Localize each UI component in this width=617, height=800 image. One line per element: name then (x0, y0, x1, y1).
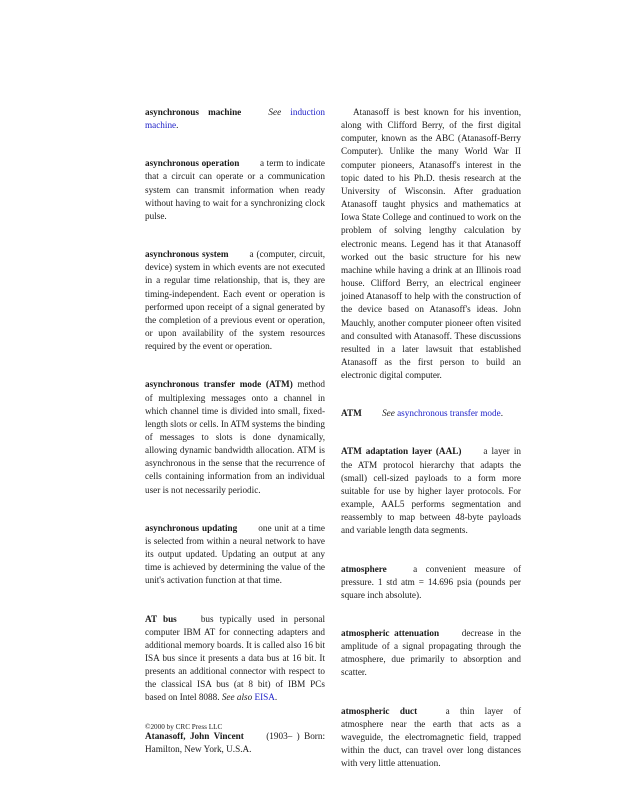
cross-reference-link[interactable]: induction machine (145, 107, 326, 131)
entry-asynchronous-machine: asynchronous machine See induction machine. (145, 107, 326, 131)
entry-term: asynchronous system (145, 249, 229, 260)
entry-definition: method of multiplexing messages onto a channel in which channel time is divided into small, fixed-length slots or cells. In ATM systems the binding of messages to slots is done dynamically, allowing dynamic bandwidth allocation. ATM is asynchronous in the sense that the recurrence of cells containing information from an individual user is not necessarily periodic. (145, 379, 326, 495)
right-column (341, 106, 521, 795)
copyright-footer: ©2000 by CRC Press LLC (145, 723, 223, 731)
entry-term: asynchronous updating (145, 522, 238, 533)
entry-definition: (1903– ) Born: Hamilton, New York, U.S.A. (145, 730, 325, 754)
entry-term: AT bus (145, 613, 177, 624)
entry-term: asynchronous machine (145, 107, 242, 117)
entry-term: asynchronous transfer mode (ATM) (145, 379, 293, 390)
entry-definition: a layer in the ATM protocol hierarchy that adapts the (small) cell-sized payloads to a form more suitable for use by higher layer protocols. For example, AAL5 performs segmentation and reassembly to map between 48-byte payloads and variable length data segments. (341, 446, 522, 536)
entry-asynchronous-updating (145, 522, 325, 588)
entry-definition: a term to indicate that a circuit can operate or a communication system can transmit information when ready without having to wait for a synchronizing clock pulse. (145, 158, 325, 221)
entry-at-bus: AT bus bus typically used in personal computer IBM AT for connecting adapters and additional memory boards. It is called also 16 bit ISA bus since it presents a data bus at 16 bit. It presents an additional connector with respect to the classical ISA bus (at 8 bit) of IBM PCs based on Intel 8088. See also EISA. (145, 613, 326, 703)
left-column (145, 106, 325, 781)
entry-asynchronous-system (145, 248, 325, 353)
entry-asynchronous-transfer-mode (145, 378, 325, 496)
entry-atm-adaptation-layer (341, 445, 521, 537)
atanasoff-biography (341, 106, 521, 382)
entry-atm: ATM See asynchronous transfer mode. (341, 408, 503, 419)
entry-term: Atanasoff, John Vincent (145, 730, 244, 741)
entry-term: atmosphere (341, 563, 387, 574)
see-label: See (382, 408, 395, 419)
see-label: See (268, 107, 282, 117)
entry-atanasoff (145, 730, 325, 756)
entry-term: ATM adaptation layer (AAL) (341, 446, 462, 457)
entry-definition: a (computer, circuit, device) system in which events are not executed in a regular time relationship, that is, they are timing-independent. Each event or operation is performed upon receipt of a signal generated by the completion of a previous event or operation, or upon availability of the system resources required by the event or operation. (145, 249, 325, 352)
entry-definition: one unit at a time is selected from within a neural network to have its output updated. Updating an output at any time is achieved by determining the value of the unit's activation function at that time. (145, 522, 325, 586)
cross-reference-link[interactable]: asynchronous transfer mode (397, 408, 501, 419)
biography-text: Atanasoff is best known for his invention, along with Clifford Berry, of the first digital computer, known as the ABC (Atanasoff-Berry Computer). Unlike the many World War II computer pioneers, Atanasoff's interest in the topic dated to his Ph.D. thesis research at the University of Wisconsin. After graduation Atanasoff taught physics and mathematics at Iowa State College and continued to work on the problem of solving lengthy calculation by electronic means. Legend has it that Atanasoff worked out the basic structure for his new machine while having a drink at an Illinois road house. Clifford Berry, an electrical engineer joined Atanasoff to help with the construction of the device based on Atanasoff's ideas. John Mauchly, another computer pioneer often visited and consulted with Atanasoff. These discussions resulted in a later lawsuit that established Atanasoff as the first person to build an electronic digital computer. (341, 107, 521, 381)
entry-definition: decrease in the amplitude of a signal propagating through the atmosphere, due primarily to absorption and scatter. (341, 628, 522, 678)
cross-reference-link[interactable]: EISA (254, 692, 275, 703)
entry-term: asynchronous operation (145, 158, 240, 169)
entry-atmospheric-attenuation (341, 627, 521, 680)
entry-term: atmospheric duct (341, 705, 418, 716)
entry-definition: a thin layer of atmosphere near the earth that acts as a waveguide, the electromagnetic field, trapped within the duct, can travel over long distances with very little attenuation. (341, 705, 522, 769)
entry-term: ATM (341, 408, 362, 419)
entry-atmosphere (341, 563, 521, 602)
entry-atmospheric-duct (341, 705, 521, 771)
entry-definition: a convenient measure of pressure. 1 std atm = 14.696 psia (pounds per square inch absolute). (341, 563, 522, 600)
entry-definition: bus typically used in personal computer IBM AT for connecting adapters and additional memory boards. It is called also 16 bit ISA bus since it presents a data bus at 16 bit. It presents an additional connector with respect to the classical ISA bus (at 8 bit) of IBM PCs based on Intel 8088. (145, 613, 326, 703)
entry-asynchronous-operation (145, 157, 325, 223)
see-also-label: See also (221, 692, 253, 703)
entry-term: atmospheric attenuation (341, 628, 440, 638)
